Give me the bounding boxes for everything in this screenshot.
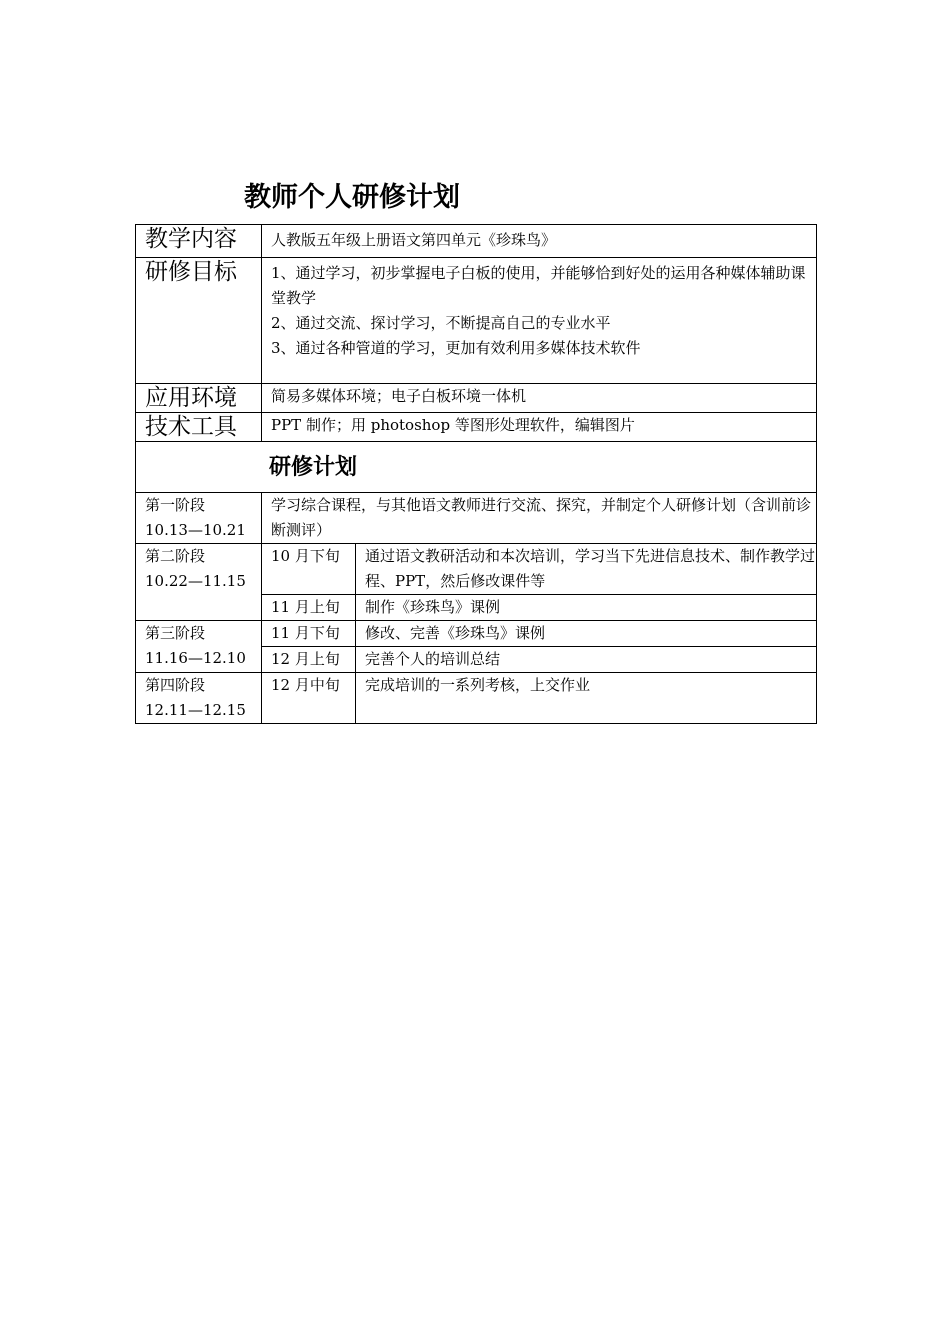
table-row (136, 442, 817, 493)
stage-name: 第四阶段 (145, 676, 206, 694)
row-label-goals: 研修目标 (136, 258, 262, 384)
table-row (136, 258, 817, 384)
stage-name: 第三阶段 (145, 624, 206, 642)
period-cell: 11 月下旬 (262, 621, 356, 647)
stage-dates: 11.16—12.10 (145, 649, 246, 667)
period-cell: 11 月上旬 (262, 595, 356, 621)
table-row (136, 673, 817, 724)
task-cell: 完成培训的一系列考核，上交作业 (356, 673, 817, 724)
task-cell: 通过语文教研活动和本次培训，学习当下先进信息技术、制作教学过程、PPT，然后修改课件等 (356, 544, 817, 595)
stage-name: 第二阶段 (145, 547, 206, 565)
period-cell: 12 月中旬 (262, 673, 356, 724)
row-label-content: 教学内容 (136, 225, 262, 258)
teaching-content-value: 人教版五年级上册语文第四单元《珍珠鸟》 (262, 225, 817, 258)
stage-content: 学习综合课程，与其他语文教师进行交流、探究，并制定个人研修计划（含训前诊断测评） (262, 493, 817, 544)
table-row (136, 384, 817, 413)
row-label-tools: 技术工具 (136, 413, 262, 442)
task-cell: 修改、完善《珍珠鸟》课例 (356, 621, 817, 647)
table-row (136, 413, 817, 442)
stage-name: 第一阶段 (145, 496, 206, 514)
document-title: 教师个人研修计划 (244, 182, 460, 213)
goals-value (262, 258, 817, 384)
goal-line: 1、通过学习，初步掌握电子白板的使用，并能够恰到好处的运用各种媒体辅助课堂教学 (271, 264, 806, 307)
stage-cell (136, 493, 262, 544)
row-label-environment: 应用环境 (136, 384, 262, 413)
stage-cell (136, 621, 262, 673)
section-title: 研修计划 (269, 455, 358, 480)
stage-dates: 10.22—11.15 (145, 572, 246, 590)
stage-cell (136, 544, 262, 621)
task-cell: 完善个人的培训总结 (356, 647, 817, 673)
period-cell: 10 月下旬 (262, 544, 356, 595)
section-title-row (136, 442, 817, 493)
stage-dates: 12.11—12.15 (145, 701, 246, 719)
plan-table (135, 224, 817, 724)
table-row (136, 225, 817, 258)
goal-line: 3、通过各种管道的学习，更加有效利用多媒体技术软件 (271, 339, 641, 357)
environment-value: 简易多媒体环境；电子白板环境一体机 (262, 384, 817, 413)
goal-line: 2、通过交流、探讨学习，不断提高自己的专业水平 (271, 314, 611, 332)
stage-dates: 10.13—10.21 (145, 521, 246, 539)
stage-cell (136, 673, 262, 724)
task-cell: 制作《珍珠鸟》课例 (356, 595, 817, 621)
tools-value: PPT 制作；用 photoshop 等图形处理软件，编辑图片 (262, 413, 817, 442)
table-row (136, 544, 817, 595)
table-row (136, 493, 817, 544)
table-row (136, 621, 817, 647)
period-cell: 12 月上旬 (262, 647, 356, 673)
